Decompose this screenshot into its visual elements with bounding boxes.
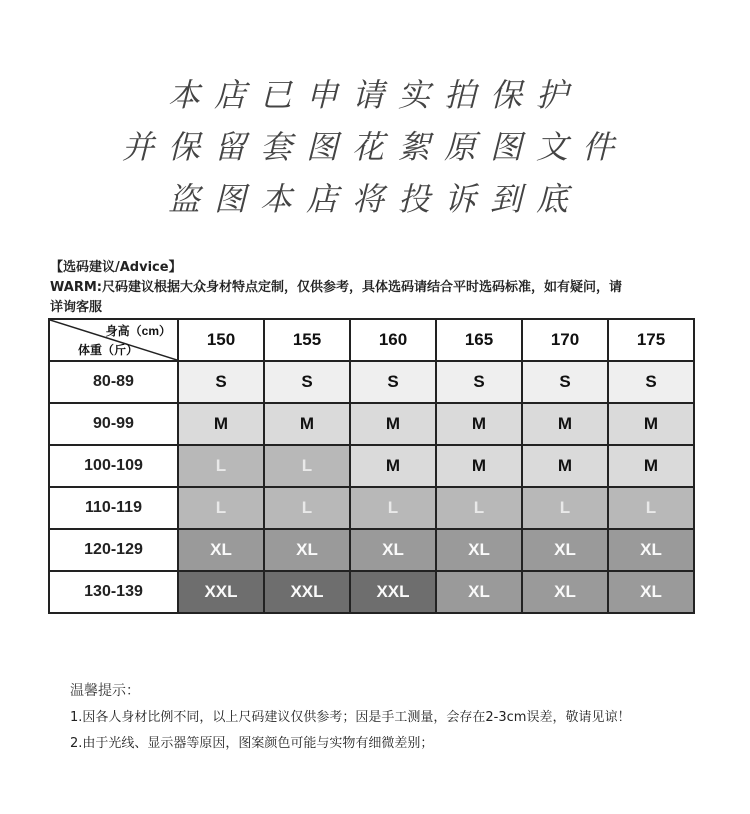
advice-text: WARM:尺码建议根据大众身材特点定制，仅供参考，具体选码请结合平时选码标准，如有疑问，请详询客服 xyxy=(50,280,622,315)
size-cell: L xyxy=(178,445,264,487)
notice-line-1: 本店已申请实拍保护 xyxy=(167,76,582,114)
size-cell: M xyxy=(608,403,694,445)
size-cell: S xyxy=(436,361,522,403)
size-cell: XL xyxy=(522,571,608,613)
height-unit-label: 身高（cm） xyxy=(105,324,171,338)
size-cell: S xyxy=(178,361,264,403)
size-cell: S xyxy=(264,361,350,403)
size-cell: S xyxy=(608,361,694,403)
weight-range-cell: 110-119 xyxy=(49,487,178,529)
size-chart-table xyxy=(48,318,695,614)
size-cell: XL xyxy=(436,529,522,571)
size-cell: M xyxy=(522,445,608,487)
size-chart-row xyxy=(49,487,694,529)
tips-title: 温馨提示： xyxy=(70,683,140,699)
size-chart-row xyxy=(49,361,694,403)
height-header-cell: 165 xyxy=(436,319,522,361)
size-cell: M xyxy=(522,403,608,445)
weight-range-cell: 90-99 xyxy=(49,403,178,445)
size-cell: XL xyxy=(264,529,350,571)
size-cell: M xyxy=(350,403,436,445)
size-cell: XXL xyxy=(264,571,350,613)
weight-range-cell: 120-129 xyxy=(49,529,178,571)
size-cell: L xyxy=(522,487,608,529)
size-cell: L xyxy=(436,487,522,529)
height-header-cell: 175 xyxy=(608,319,694,361)
weight-unit-label: 体重（斤） xyxy=(78,343,139,357)
corner-header-cell xyxy=(49,319,178,361)
weight-range-cell: 130-139 xyxy=(49,571,178,613)
size-cell: L xyxy=(264,487,350,529)
size-chart-row xyxy=(49,571,694,613)
size-chart-row xyxy=(49,529,694,571)
size-cell: XL xyxy=(608,529,694,571)
size-cell: XL xyxy=(178,529,264,571)
size-cell: M xyxy=(436,445,522,487)
size-cell: XXL xyxy=(178,571,264,613)
advice-title: 【选码建议/Advice】 xyxy=(50,260,182,275)
size-cell: XL xyxy=(350,529,436,571)
size-cell: M xyxy=(350,445,436,487)
size-cell: XL xyxy=(608,571,694,613)
weight-range-cell: 80-89 xyxy=(49,361,178,403)
notice-line-3: 盗图本店将投诉到底 xyxy=(167,180,582,218)
height-header-cell: 150 xyxy=(178,319,264,361)
size-cell: L xyxy=(350,487,436,529)
size-cell: L xyxy=(264,445,350,487)
size-cell: M xyxy=(264,403,350,445)
weight-range-cell: 100-109 xyxy=(49,445,178,487)
height-header-cell: 170 xyxy=(522,319,608,361)
tip-item: 2.由于光线、显示器等原因，图案颜色可能与实物有细微差别； xyxy=(70,736,434,751)
size-cell: M xyxy=(178,403,264,445)
size-cell: XXL xyxy=(350,571,436,613)
size-cell: S xyxy=(522,361,608,403)
tip-item: 1.因各人身材比例不同，以上尺码建议仅供参考；因是手工测量，会存在2-3cm误差，敬请见谅！ xyxy=(70,710,631,725)
height-header-cell: 160 xyxy=(350,319,436,361)
size-cell: L xyxy=(608,487,694,529)
size-chart-row xyxy=(49,403,694,445)
size-cell: M xyxy=(436,403,522,445)
height-header-cell: 155 xyxy=(264,319,350,361)
size-cell: XL xyxy=(522,529,608,571)
size-cell: XL xyxy=(436,571,522,613)
notice-line-2: 并保留套图花絮原图文件 xyxy=(121,128,628,166)
size-chart-row xyxy=(49,445,694,487)
size-cell: S xyxy=(350,361,436,403)
size-cell: M xyxy=(608,445,694,487)
size-chart-header-row xyxy=(49,319,694,361)
size-cell: L xyxy=(178,487,264,529)
